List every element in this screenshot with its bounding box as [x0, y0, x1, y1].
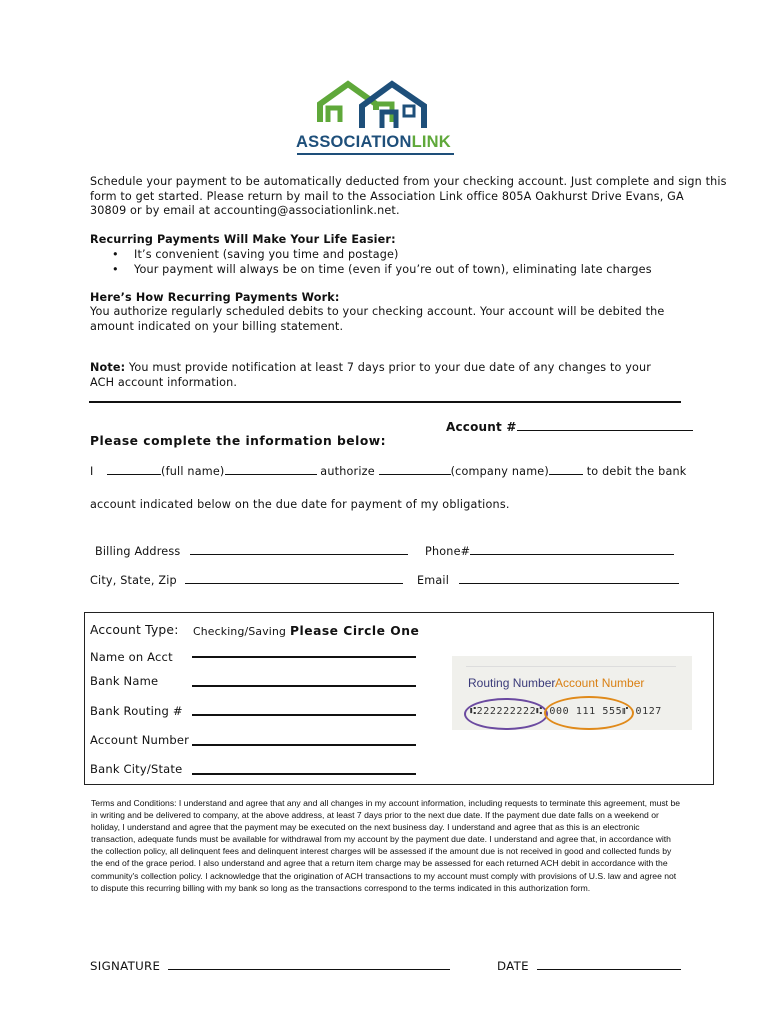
how-heading: Here’s How Recurring Payments Work:	[90, 291, 340, 304]
how-paragraph	[90, 305, 664, 334]
i-label: I	[90, 465, 94, 478]
intro-line: Schedule your payment to be automatically deducted from your checking account. Just complete and sign this	[90, 175, 727, 188]
account-number-box-line[interactable]	[192, 744, 416, 746]
logo-wordmark	[296, 133, 451, 152]
note-line: ACH account information.	[90, 375, 238, 389]
benefits-heading: Recurring Payments Will Make Your Life Easier:	[90, 233, 396, 246]
check-account-label: Account Number	[555, 676, 645, 690]
account-number-box-label: Account Number	[90, 733, 190, 747]
city-state-zip-line[interactable]	[185, 572, 403, 584]
complete-heading: Please complete the information below:	[90, 434, 387, 448]
account-type-label: Account Type:	[90, 623, 179, 637]
bank-city-state-label: Bank City/State	[90, 762, 183, 776]
date-label: DATE	[497, 959, 529, 973]
company-line-left[interactable]	[379, 463, 451, 475]
terms-and-conditions: Terms and Conditions: I understand and agree that any and all changes in my account information, including requests to terminate this agreement, must be in writing and be delivered to company, at the above address, at least 7 days prior to the next due date. If the payment due date falls on a weekend or holiday, I understand and agree that the payment may be executed on the next business day. I understand and agree that as this is an electronic transaction, adequate funds must be available for withdrawal from my account by the payment due date. I understand and agree that, in accordance with the collection policy, all delinquent fees and delinquent interest charges will be assessed if the amount due is not received in good and collected funds by the end of the grace period. I also understand and agree that a return item charge may be assessed for each returned ACH debit in accordance with the community's collection policy. I acknowledge that the origination of ACH transactions to my account must comply with provisions of U.S. law and agree not to dispute this recurring billing with my bank so long as the transactions correspond to the terms indicated in this authorization form.	[91, 798, 681, 893]
billing-address-line[interactable]	[190, 543, 408, 555]
authorization-continuation: account indicated below on the due date for payment of my obligations.	[90, 498, 510, 511]
note-paragraph	[90, 361, 651, 390]
logo-word-link: LINK	[411, 133, 451, 151]
phone-label: Phone#	[425, 545, 471, 558]
billing-address-field[interactable]	[95, 543, 408, 558]
date-field[interactable]	[497, 958, 681, 973]
company-line-right[interactable]	[549, 463, 583, 475]
benefits-list	[112, 248, 652, 277]
check-line	[466, 666, 676, 667]
note-label: Note:	[90, 361, 126, 374]
benefit-item: • It’s convenient (saving you time and postage)	[112, 248, 652, 263]
routing-number-oval	[464, 698, 548, 730]
authorization-line	[90, 463, 686, 478]
city-state-zip-label: City, State, Zip	[90, 574, 177, 587]
section-divider	[89, 401, 681, 403]
debit-label: to debit the bank	[586, 465, 687, 478]
bank-name-label: Bank Name	[90, 674, 159, 688]
intro-line: 30809 or by email at accounting@associationlink.net.	[90, 204, 400, 217]
signature-line[interactable]	[168, 958, 450, 970]
account-number-field[interactable]	[446, 419, 693, 434]
intro-line: form to get started. Please return by mail to the Association Link office 805A Oakhurst Drive Evans, GA	[90, 189, 684, 203]
account-number-oval	[544, 696, 634, 730]
account-number-line[interactable]	[517, 419, 693, 431]
note-line: You must provide notification at least 7 days prior to your due date of any changes to your	[125, 361, 651, 374]
city-state-zip-field[interactable]	[90, 572, 403, 587]
authorize-label: authorize	[320, 465, 375, 478]
signature-field[interactable]	[90, 958, 450, 973]
logo-word-association: ASSOCIATION	[296, 133, 412, 151]
phone-line[interactable]	[470, 543, 674, 555]
logo-underline	[297, 153, 454, 155]
full-name-hint: (full name)	[161, 465, 225, 478]
company-hint: (company name)	[450, 465, 549, 478]
signature-label: SIGNATURE	[90, 959, 161, 973]
bank-routing-line[interactable]	[192, 714, 416, 716]
full-name-line-left[interactable]	[107, 463, 161, 475]
email-field[interactable]	[417, 572, 679, 587]
phone-field[interactable]	[425, 543, 674, 558]
how-line: You authorize regularly scheduled debits to your checking account. Your account will be debited the	[90, 305, 665, 318]
name-on-acct-line[interactable]	[192, 656, 416, 658]
check-routing-illustration	[452, 656, 692, 730]
account-type-options[interactable]: Checking/Saving	[193, 625, 287, 638]
bank-name-line[interactable]	[192, 685, 416, 687]
intro-paragraph	[90, 175, 727, 219]
check-micr-digits: ⑆222222222⑆ 000 111 555⑈ 0127	[470, 706, 662, 717]
billing-address-label: Billing Address	[95, 545, 181, 558]
benefit-item: • Your payment will always be on time (even if you’re out of town), eliminating late charges	[112, 263, 652, 278]
bank-routing-label: Bank Routing #	[90, 704, 183, 718]
bank-city-state-line[interactable]	[192, 773, 416, 775]
check-routing-label: Routing Number	[468, 676, 556, 690]
how-line: amount indicated on your billing statement.	[90, 319, 344, 333]
circle-one-note: Please Circle One	[290, 624, 420, 638]
email-line[interactable]	[459, 572, 679, 584]
date-line[interactable]	[537, 958, 681, 970]
email-label: Email	[417, 574, 450, 587]
account-number-label: Account #	[446, 420, 517, 434]
name-on-acct-label: Name on Acct	[90, 650, 173, 664]
full-name-line-right[interactable]	[225, 463, 317, 475]
